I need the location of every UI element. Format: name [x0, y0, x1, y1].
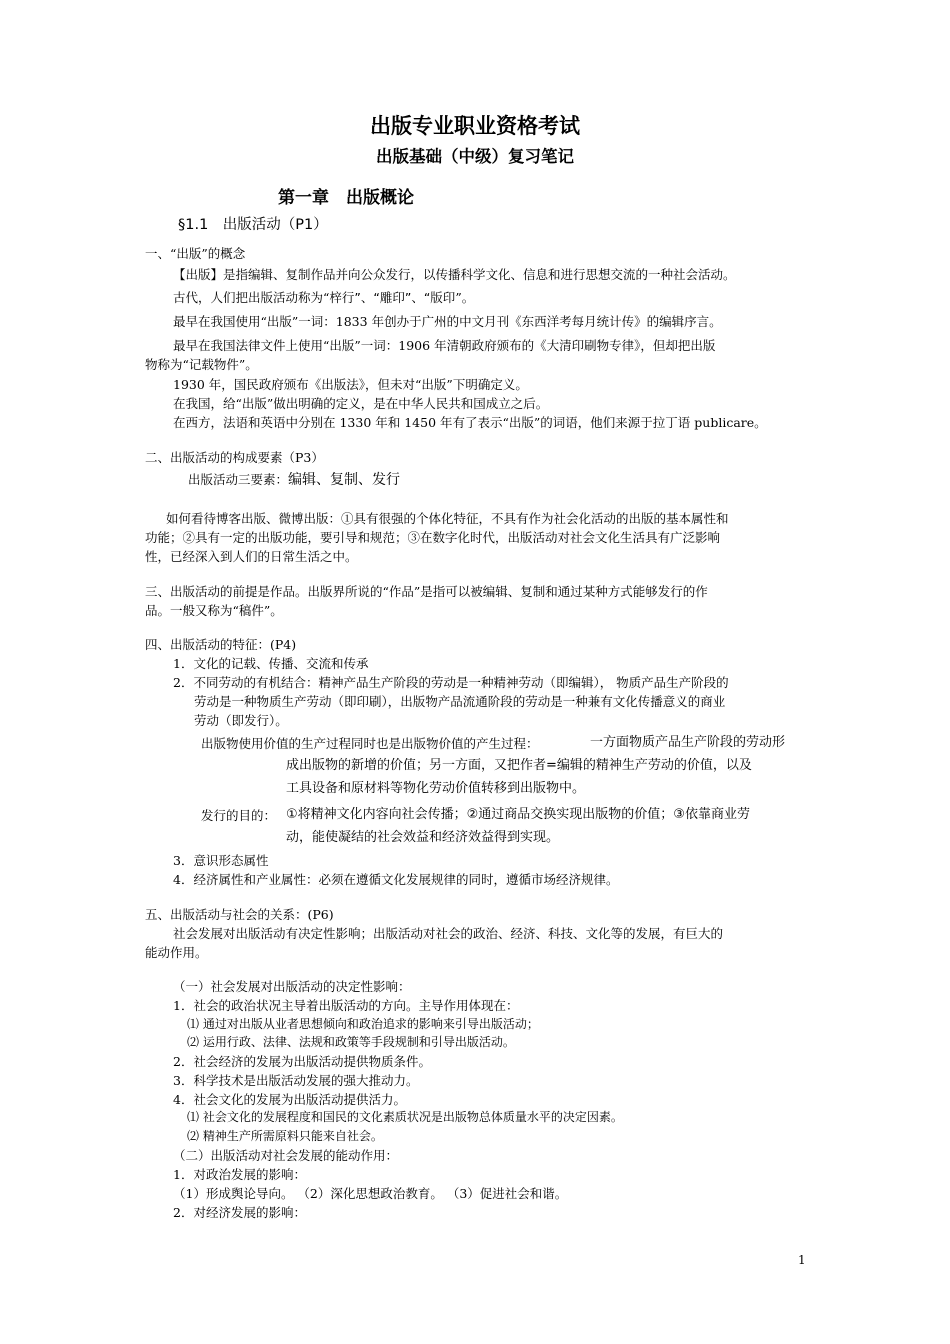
ancient-pre: 古代，人们把出版活动称为“ [173, 290, 330, 305]
s5-intro-line2: 能动作用。 [145, 945, 208, 960]
s5-b1-items: （1）形成舆论导向。 （2）深化思想政治教育。 （3）促进社会和谐。 [173, 1186, 568, 1201]
s2-heading: 二、出版活动的构成要素（P3） [145, 450, 324, 465]
s2-blog-line3: 性，已经深入到人们的日常生活之中。 [145, 549, 358, 564]
s5-a1-1: ⑴ 通过对出版从业者思想倾向和政治追求的影响来引导出版活动； [187, 1017, 539, 1031]
s2-blog-line2: 功能；②具有一定的出版功能，要引导和规范；③在数字化时代，出版活动对社会文化生活具有广泛影响 [145, 530, 721, 545]
s1-west: 在西方，法语和英语中分别在 1330 年和 1450 年有了表示“出版”的词语，他们来源于拉丁语 publicare。 [173, 415, 767, 430]
purpose-line2: 动，能使凝结的社会效益和经济效益得到实现。 [286, 830, 560, 845]
s4-item3: 3．意识形态属性 [173, 853, 269, 868]
s1-definition [173, 266, 736, 283]
s5-b2: 2．对经济发展的影响： [173, 1205, 306, 1220]
s5-a3: 3．科学技术是出版活动发展的强大推动力。 [173, 1073, 419, 1088]
s1-earliest [173, 313, 722, 330]
value-line1: 一方面物质产品生产阶段的劳动形 [590, 735, 786, 750]
earliest-name: 东西洋考每月统计传 [521, 314, 635, 329]
document-subtitle: 出版基础（中级）复习笔记 [376, 147, 574, 166]
s5-b1: 1．对政治发展的影响： [173, 1167, 306, 1182]
s5-heading: 五、出版活动与社会的关系：(P6) [145, 907, 334, 922]
s5-sub2: （二）出版活动对社会发展的能动作用： [173, 1148, 399, 1163]
law-pre: 最早在我国法律文件上使用“出版”一词：1906 年清朝政府颁布的《 [173, 338, 547, 353]
purpose-line1: ①将精神文化内容向社会传播；②通过商品交换实现出版物的价值；③依靠商业劳 [286, 807, 750, 822]
earliest-post: 》的编辑序言。 [634, 314, 722, 329]
s4-item4: 4．经济属性和产业属性：必须在遵循文化发展规律的同时，遵循市场经济规律。 [173, 872, 619, 887]
s2-three-elements [188, 471, 400, 489]
document-title: 出版专业职业资格考试 [370, 114, 580, 138]
page-number: 1 [798, 1253, 806, 1267]
ancient-post: ”。 [455, 290, 475, 305]
law-name: 大清印刷物专律 [546, 338, 635, 353]
s1-law-line2: 物称为“记载物件”。 [145, 357, 258, 372]
section-heading: §1.1 出版活动（P1） [178, 217, 328, 233]
s1-1930: 1930 年，国民政府颁布《出版法》，但未对“出版”下明确定义。 [173, 377, 528, 392]
value-label: 出版物使用价值的生产过程同时也是出版物价值的产生过程： [201, 736, 539, 751]
earliest-pre: 最早在我国使用“出版”一词：1833 年创办于广州的中文月刊《 [173, 314, 522, 329]
three-label: 出版活动三要素： [188, 472, 289, 487]
s1-prc: 在我国，给“出版”做出明确的定义，是在中华人民共和国成立之后。 [173, 396, 549, 411]
chapter-heading: 第一章 出版概论 [278, 188, 414, 208]
s5-a4-2: ⑵ 精神生产所需原料只能来自社会。 [187, 1129, 383, 1143]
def-body: 是指编辑、复制作品并向公众发行，以传播科学文化、信息和进行思想交流的一种社会活动。 [223, 267, 736, 282]
def-term: 【出版】 [173, 267, 224, 282]
s1-law-line1 [173, 337, 715, 354]
s4-item2-line1: 2．不同劳动的有机结合：精神产品生产阶段的劳动是一种精神劳动（即编辑）， 物质产品生产阶段的 [173, 675, 729, 690]
s4-item1: 1．文化的记载、传播、交流和传承 [173, 656, 369, 671]
ancient-terms: 梓行”、“雕印”、“版印 [329, 290, 456, 305]
s1-ancient [173, 289, 474, 306]
s5-a2: 2．社会经济的发展为出版活动提供物质条件。 [173, 1054, 431, 1069]
law-post: 》，但却把出版 [634, 338, 716, 353]
s4-heading: 四、出版活动的特征：(P4) [145, 637, 297, 652]
purpose-label: 发行的目的： [201, 808, 277, 823]
s3-line1: 三、出版活动的前提是作品。出版界所说的“作品”是指可以被编辑、复制和通过某种方式能够发行的作 [145, 584, 708, 599]
s5-a4-1: ⑴ 社会文化的发展程度和国民的文化素质状况是出版物总体质量水平的决定因素。 [187, 1110, 623, 1124]
s5-a1: 1．社会的政治状况主导着出版活动的方向。主导作用体现在： [173, 998, 519, 1013]
value-line3: 工具设备和原材料等物化劳动价值转移到出版物中。 [286, 781, 586, 796]
value-line2: 成出版物的新增的价值；另一方面，又把作者=编辑的精神生产劳动的价值，以及 [286, 758, 752, 773]
s5-a1-2: ⑵ 运用行政、法律、法规和政策等手段规制和引导出版活动。 [187, 1035, 515, 1049]
s5-a4: 4．社会文化的发展为出版活动提供活力。 [173, 1092, 406, 1107]
s4-item2-line3: 劳动（即发行）。 [194, 713, 288, 728]
s4-item2-line2: 劳动是一种物质生产劳动（即印刷），出版物产品流通阶段的劳动是一种兼有文化传播意义的商业 [194, 694, 726, 709]
s3-line2: 品。一般又称为“稿件”。 [145, 603, 283, 618]
s1-heading: 一、“出版”的概念 [145, 246, 246, 261]
s5-intro-line1: 社会发展对出版活动有决定性影响；出版活动对社会的政治、经济、科技、文化等的发展，有巨大的 [173, 926, 724, 941]
s5-sub1: （一）社会发展对出版活动的决定性影响： [173, 979, 411, 994]
s2-blog-line1: 如何看待博客出版、微博出版：①具有很强的个体化特征，不具有作为社会化活动的出版的基本属性和 [166, 511, 729, 526]
three-items: 编辑、复制、发行 [288, 472, 401, 488]
